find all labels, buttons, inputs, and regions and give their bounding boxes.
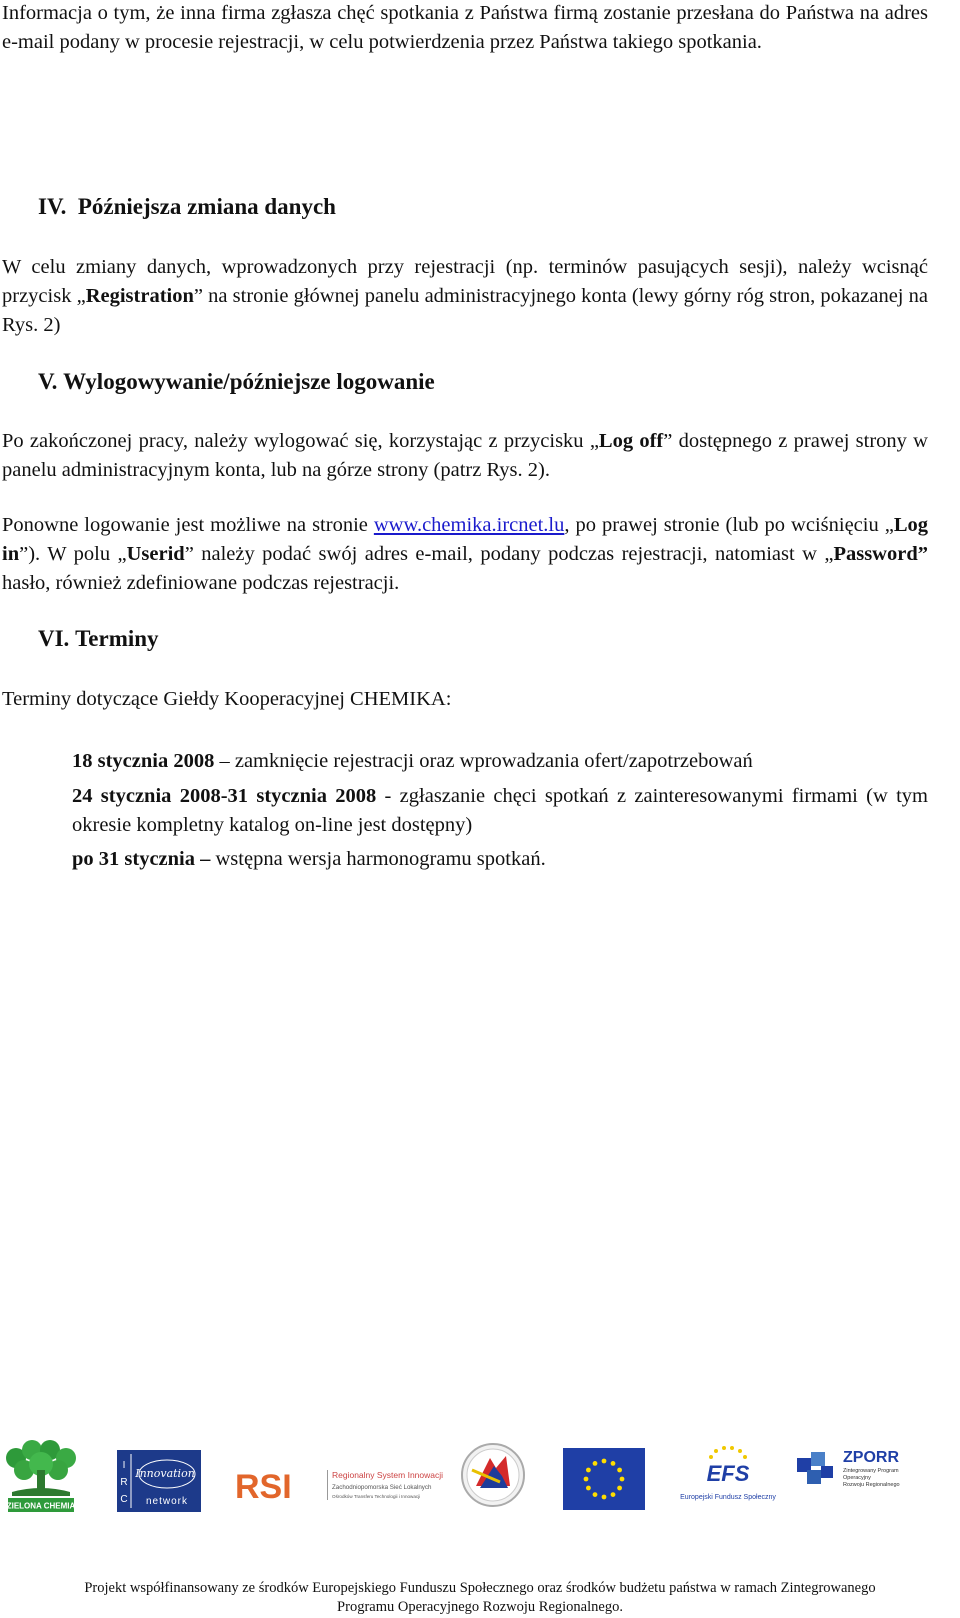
section-5-number: V. <box>38 369 58 394</box>
userid-keyword: Userid <box>126 543 185 565</box>
efs-mark: EFS <box>706 1461 750 1486</box>
eu-star-icon <box>602 1459 607 1464</box>
relogin-text-b: , po prawej stronie (lub po wciśnięciu „ <box>564 514 894 536</box>
footer-line-1: Projekt współfinansowany ze środków Europejskiego Funduszu Społecznego oraz środków budżetu państwa w ramach Zintegrowanego <box>84 1580 876 1596</box>
relogin-text-e: hasło, również zdefiniowane podczas rejestracji. <box>2 572 400 594</box>
irc-network-text: network <box>145 1496 189 1507</box>
eu-star-icon <box>617 1468 622 1473</box>
term-text: - zgłaszanie chęci spotkań z zainteresowanymi firmami (w tym okresie kompletny katalog on-line jest dostępny) <box>72 785 928 836</box>
eu-star-icon <box>620 1477 625 1482</box>
emblem-logo <box>460 1442 526 1508</box>
zporr-line1: Zintegrowany Program <box>843 1468 899 1474</box>
irc-letter-i: I <box>122 1460 126 1471</box>
section-6-number: VI. <box>38 626 70 651</box>
page-footer <box>0 1579 960 1617</box>
section-4-text-b: ” na stronie głównej panelu administracyjnego konta (lewy górny róg stron, pokazanej na Rys. 2) <box>2 285 929 336</box>
zporr-line2: Operacyjny <box>843 1475 871 1481</box>
section-4-paragraph <box>2 253 928 340</box>
rsi-line2: Zachodniopomorska Sieć Lokalnych <box>332 1484 432 1491</box>
zporr-line3: Rozwoju Regionalnego <box>843 1482 900 1488</box>
term-text: – zamknięcie rejestracji oraz wprowadzania ofert/zapotrzebowań <box>214 750 753 772</box>
eu-star-icon <box>586 1468 591 1473</box>
chemika-link[interactable]: www.chemika.ircnet.lu <box>373 514 565 536</box>
password-keyword: Password” <box>833 543 928 565</box>
irc-letter-r: R <box>120 1477 128 1488</box>
eu-star-icon <box>593 1492 598 1497</box>
section-5-text-a: Po zakończonej pracy, należy wylogować się, korzystając z przycisku „ <box>2 430 599 452</box>
log-off-keyword: Log off <box>598 430 664 452</box>
eu-star-icon <box>602 1495 607 1500</box>
section-4-title: Późniejsza zmiana danych <box>77 194 336 219</box>
term-date: 18 stycznia 2008 <box>72 750 215 772</box>
rsi-line3: Ośrodków Transferu Technologii i Innowacji <box>332 1494 421 1499</box>
zporr-mark: ZPORR <box>843 1449 899 1466</box>
registration-keyword: Registration <box>85 285 194 307</box>
eu-star-icon <box>617 1486 622 1491</box>
section-5-paragraph-1 <box>2 427 928 485</box>
term-item <box>72 747 928 776</box>
irc-script: Innovation <box>135 1467 195 1480</box>
efs-logo <box>680 1443 780 1505</box>
irc-network-logo <box>117 1450 201 1512</box>
sponsor-logos <box>0 1449 960 1568</box>
eu-star-icon <box>593 1461 598 1466</box>
eu-star-icon <box>611 1461 616 1466</box>
efs-caption: Europejski Fundusz Społeczny <box>680 1494 776 1501</box>
eu-flag-icon <box>563 1448 645 1510</box>
section-5-heading <box>38 369 435 395</box>
rsi-logo <box>235 1466 444 1506</box>
eu-star-icon <box>584 1477 589 1482</box>
term-date: po 31 stycznia – <box>72 848 211 870</box>
section-5-title: Wylogowywanie/późniejsze logowanie <box>63 369 435 394</box>
rsi-line1: Regionalny System Innowacji <box>332 1470 444 1480</box>
zporr-logo <box>795 1444 905 1504</box>
eu-star-icon <box>611 1492 616 1497</box>
relogin-text-c: ”). W polu „ <box>19 543 127 565</box>
log-in-keyword: Log in <box>2 514 928 565</box>
intro-paragraph: Informacja o tym, że inna firma zgłasza chęć spotkania z Państwa firmą zostanie przesłana do Państwa na adres e-mail podany w procesie rejestracji, w celu potwierdzenia przez Państwa takiego spotkania. <box>2 2 928 53</box>
term-item <box>72 782 928 840</box>
footer-line-2: Programu Operacyjnego Rozwoju Regionalnego. <box>337 1599 623 1615</box>
section-5-text-b: ” dostępnego z prawej strony w panelu administracyjnym konta, lub na górze strony (patrz Rys. 2). <box>2 430 928 481</box>
section-4-text-a: W celu zmiany danych, wprowadzonych przy rejestracji (np. terminów pasujących sesji), należy wcisnąć przycisk „ <box>2 256 928 307</box>
eu-star-icon <box>586 1486 591 1491</box>
section-6-intro: Terminy dotyczące Giełdy Kooperacyjnej CHEMIKA: <box>2 688 452 710</box>
zielona-chemia-logo <box>2 1440 80 1514</box>
relogin-text-a: Ponowne logowanie jest możliwe na stronie <box>2 514 374 536</box>
term-item <box>72 845 928 874</box>
zielona-text: ZIELONA CHEMIA <box>6 1501 76 1511</box>
irc-letter-c: C <box>120 1494 128 1505</box>
section-6-heading <box>38 626 159 652</box>
section-4-heading <box>38 194 336 220</box>
term-text: wstępna wersja harmonogramu spotkań. <box>210 848 546 870</box>
section-6-title: Terminy <box>75 626 159 651</box>
section-5-paragraph-2 <box>2 511 928 598</box>
relogin-text-d: ” należy podać swój adres e-mail, podany podczas rejestracji, natomiast w „ <box>184 543 834 565</box>
term-date: 24 stycznia 2008-31 stycznia 2008 <box>72 785 377 807</box>
section-4-number: IV. <box>38 194 67 219</box>
rsi-mark: RSI <box>235 1468 292 1506</box>
